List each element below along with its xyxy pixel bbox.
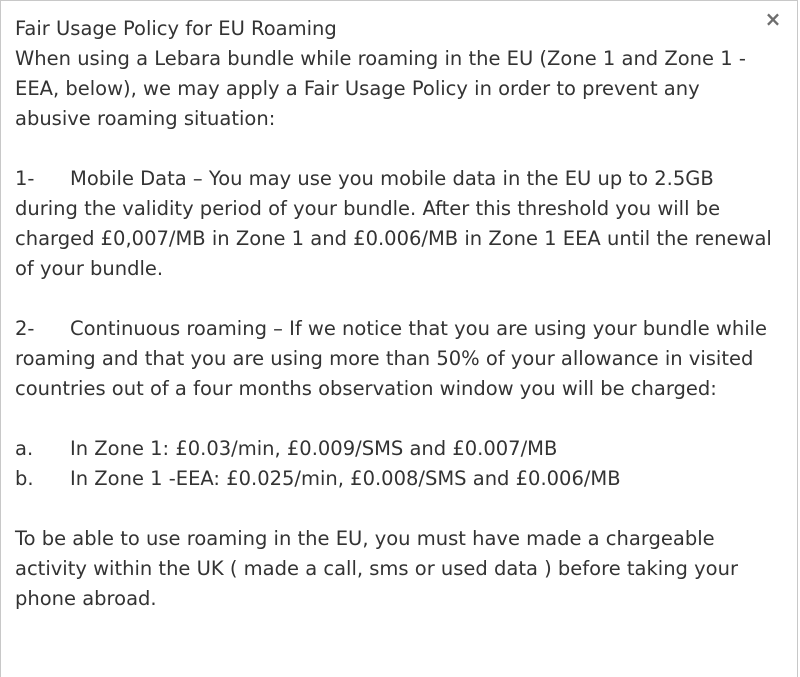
rate-item-text: In Zone 1 -EEA: £0.025/min, £0.008/SMS and £0.006/MB xyxy=(70,467,621,490)
rate-item-marker: a. xyxy=(15,437,34,460)
spacer xyxy=(15,134,775,164)
spacer xyxy=(15,284,775,314)
intro-paragraph: When using a Lebara bundle while roaming in the EU (Zone 1 and Zone 1 - EEA, below), we may apply a Fair Usage Policy in order to prevent any abusive roaming situation: xyxy=(15,47,746,130)
policy-item-continuous-roaming xyxy=(15,314,775,404)
spacer xyxy=(15,404,775,434)
policy-item-text: Continuous roaming – If we notice that you are using your bundle while roaming and that you are using more than 50% of your allowance in visited countries out of a four months observation window you will be charged: xyxy=(15,317,768,400)
dialog-title: Fair Usage Policy for EU Roaming xyxy=(15,17,337,40)
spacer xyxy=(15,494,775,524)
footer-paragraph: To be able to use roaming in the EU, you must have made a chargeable activity within the UK ( made a call, sms or used data ) before taking your phone abroad. xyxy=(15,527,738,610)
rate-item-zone-1 xyxy=(15,434,775,464)
rate-item-marker: b. xyxy=(15,467,34,490)
policy-item-mobile-data xyxy=(15,164,775,284)
policy-item-text: Mobile Data – You may use you mobile data in the EU up to 2.5GB during the validity period of your bundle. After this threshold you will be charged £0,007/MB in Zone 1 and £0.006/MB in Zone 1 EEA until the renewal of your bundle. xyxy=(15,167,772,280)
close-icon[interactable]: × xyxy=(764,7,782,31)
dialog-content xyxy=(15,14,775,614)
policy-item-marker: 2- xyxy=(15,317,35,340)
policy-item-marker: 1- xyxy=(15,167,35,190)
rate-item-zone-1-eea xyxy=(15,464,775,494)
rate-item-text: In Zone 1: £0.03/min, £0.009/SMS and £0.007/MB xyxy=(70,437,558,460)
